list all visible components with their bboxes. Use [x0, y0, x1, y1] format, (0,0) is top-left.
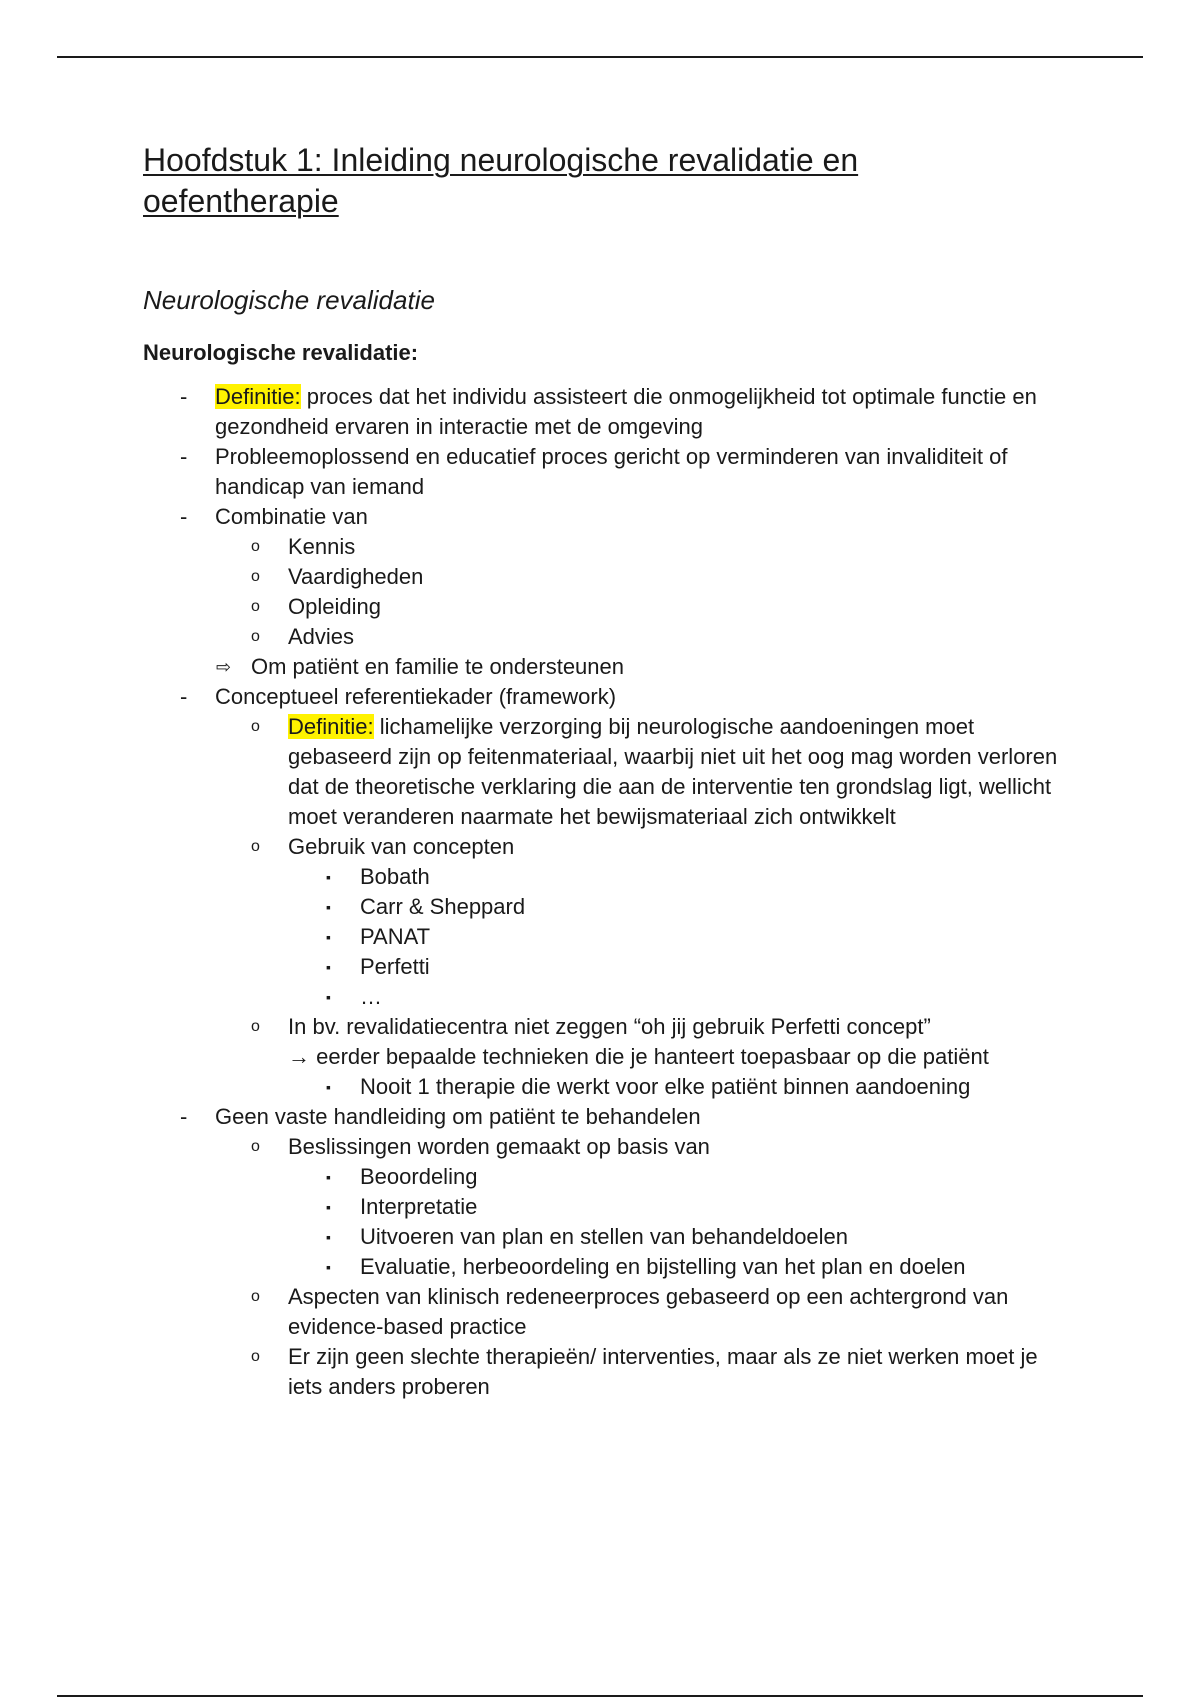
sub-sub-list-item — [143, 1192, 1063, 1222]
square-marker: ▪ — [326, 1079, 331, 1095]
list-item-text: Nooit 1 therapie die werkt voor elke patiënt binnen aandoening — [360, 1074, 971, 1099]
sub-sub-list-item — [143, 952, 1063, 982]
arrow-icon: → — [288, 1044, 310, 1069]
square-marker: ▪ — [326, 1229, 331, 1245]
square-marker: ▪ — [326, 1169, 331, 1185]
definitie-label: Definitie: — [215, 384, 301, 409]
list-item — [143, 502, 1063, 532]
sub-list-item — [143, 562, 1063, 592]
top-rule — [57, 56, 1143, 58]
dash-marker: - — [180, 444, 188, 469]
sub-sub-list-item — [143, 892, 1063, 922]
list-item-text: Probleemoplossend en educatief proces gericht op verminderen van invaliditeit of handicap van iemand — [215, 444, 1008, 499]
sub-sub-list-item — [143, 1162, 1063, 1192]
sub-list-item — [143, 622, 1063, 652]
list-item-text: Conceptueel referentiekader (framework) — [215, 684, 617, 709]
square-marker: ▪ — [326, 989, 331, 1005]
dash-marker: - — [180, 504, 188, 529]
list-item-text: eerder bepaalde technieken die je hanteert toepasbaar op die patiënt — [310, 1044, 989, 1069]
sub-list-item — [143, 1342, 1063, 1402]
sub-sub-list-item — [143, 862, 1063, 892]
list-item-text: PANAT — [360, 924, 431, 949]
list-item-text: Beoordeling — [360, 1164, 478, 1189]
square-marker: ▪ — [326, 1259, 331, 1275]
sub-list-item — [143, 1132, 1063, 1162]
list-item-text: Kennis — [288, 534, 356, 559]
list-item-text: … — [360, 984, 382, 1009]
list-item-text: Om patiënt en familie te ondersteunen — [251, 654, 625, 679]
sub-list-item — [143, 532, 1063, 562]
bullet-list — [143, 382, 1063, 1402]
list-item-text: Carr & Sheppard — [360, 894, 526, 919]
bottom-rule — [57, 1695, 1143, 1697]
list-item-text: Interpretatie — [360, 1194, 478, 1219]
definitie-text: proces dat het individu assisteert die onmogelijkheid tot optimale functie en gezondheid ervaren in interactie met de omgeving — [215, 384, 1037, 439]
list-item — [143, 382, 1063, 442]
sub-sub-list-item — [143, 922, 1063, 952]
list-item-text: Combinatie van — [215, 504, 368, 529]
circle-marker: o — [251, 628, 260, 645]
sub-sub-list-item — [143, 982, 1063, 1012]
circle-marker: o — [251, 1138, 260, 1155]
list-item-text: Evaluatie, herbeoordeling en bijstelling van het plan en doelen — [360, 1254, 966, 1279]
list-item-text: Opleiding — [288, 594, 381, 619]
circle-marker: o — [251, 598, 260, 615]
dash-marker: - — [180, 1104, 188, 1129]
list-item-text: Gebruik van concepten — [288, 834, 515, 859]
dash-marker: - — [180, 384, 188, 409]
circle-marker: o — [251, 1018, 260, 1035]
list-item-text: Uitvoeren van plan en stellen van behandeldoelen — [360, 1224, 849, 1249]
square-marker: ▪ — [326, 899, 331, 915]
sub-sub-list-item — [143, 1252, 1063, 1282]
section-heading: Neurologische revalidatie — [143, 285, 435, 315]
arrow-item — [143, 652, 1063, 682]
sub-sub-list-item — [143, 1072, 1063, 1102]
list-item-text: Perfetti — [360, 954, 430, 979]
list-item-text: Aspecten van klinisch redeneerproces gebaseerd op een achtergrond van evidence-based practice — [288, 1284, 1009, 1339]
square-marker: ▪ — [326, 929, 331, 945]
concept-definitie-text: lichamelijke verzorging bij neurologische aandoeningen moet gebaseerd zijn op feitenmateriaal, waarbij niet uit het oog mag worden verloren dat de theoretische verklaring die aan de interventie ten grondslag ligt, wellicht moet veranderen naarmate het bewijsmateriaal zich ontwikkelt — [288, 714, 1058, 829]
document-title: Hoofdstuk 1: Inleiding neurologische revalidatie en oefentherapie — [143, 142, 859, 219]
square-marker: ▪ — [326, 869, 331, 885]
list-item-text: Geen vaste handleiding om patiënt te behandelen — [215, 1104, 701, 1129]
page-content — [143, 140, 1063, 1399]
circle-marker: o — [251, 838, 260, 855]
list-item-text: Bobath — [360, 864, 430, 889]
circle-marker: o — [251, 538, 260, 555]
sub-sub-list-item — [143, 1222, 1063, 1252]
list-item-text: Er zijn geen slechte therapieën/ interventies, maar als ze niet werken moet je iets anders proberen — [288, 1344, 1038, 1399]
square-marker: ▪ — [326, 959, 331, 975]
sub-list-item — [143, 592, 1063, 622]
dash-marker: - — [180, 684, 188, 709]
sub-list-item — [143, 712, 1063, 832]
list-item-text: Advies — [288, 624, 355, 649]
circle-marker: o — [251, 1348, 260, 1365]
concept-definitie-label: Definitie: — [288, 714, 374, 739]
circle-marker: o — [251, 718, 260, 735]
subheading: Neurologische revalidatie: — [143, 340, 419, 365]
list-item-text: Beslissingen worden gemaakt op basis van — [288, 1134, 710, 1159]
hollow-arrow-icon: ⇨ — [216, 657, 232, 677]
circle-marker: o — [251, 568, 260, 585]
list-item-text: In bv. revalidatiecentra niet zeggen “oh jij gebruik Perfetti concept” — [288, 1014, 931, 1039]
circle-marker: o — [251, 1288, 260, 1305]
square-marker: ▪ — [326, 1199, 331, 1215]
list-item — [143, 1102, 1063, 1132]
list-item — [143, 442, 1063, 502]
sub-list-item — [143, 1282, 1063, 1342]
sub-list-item — [143, 1012, 1063, 1072]
sub-list-item — [143, 832, 1063, 862]
list-item — [143, 682, 1063, 712]
list-item-text: Vaardigheden — [288, 564, 424, 589]
